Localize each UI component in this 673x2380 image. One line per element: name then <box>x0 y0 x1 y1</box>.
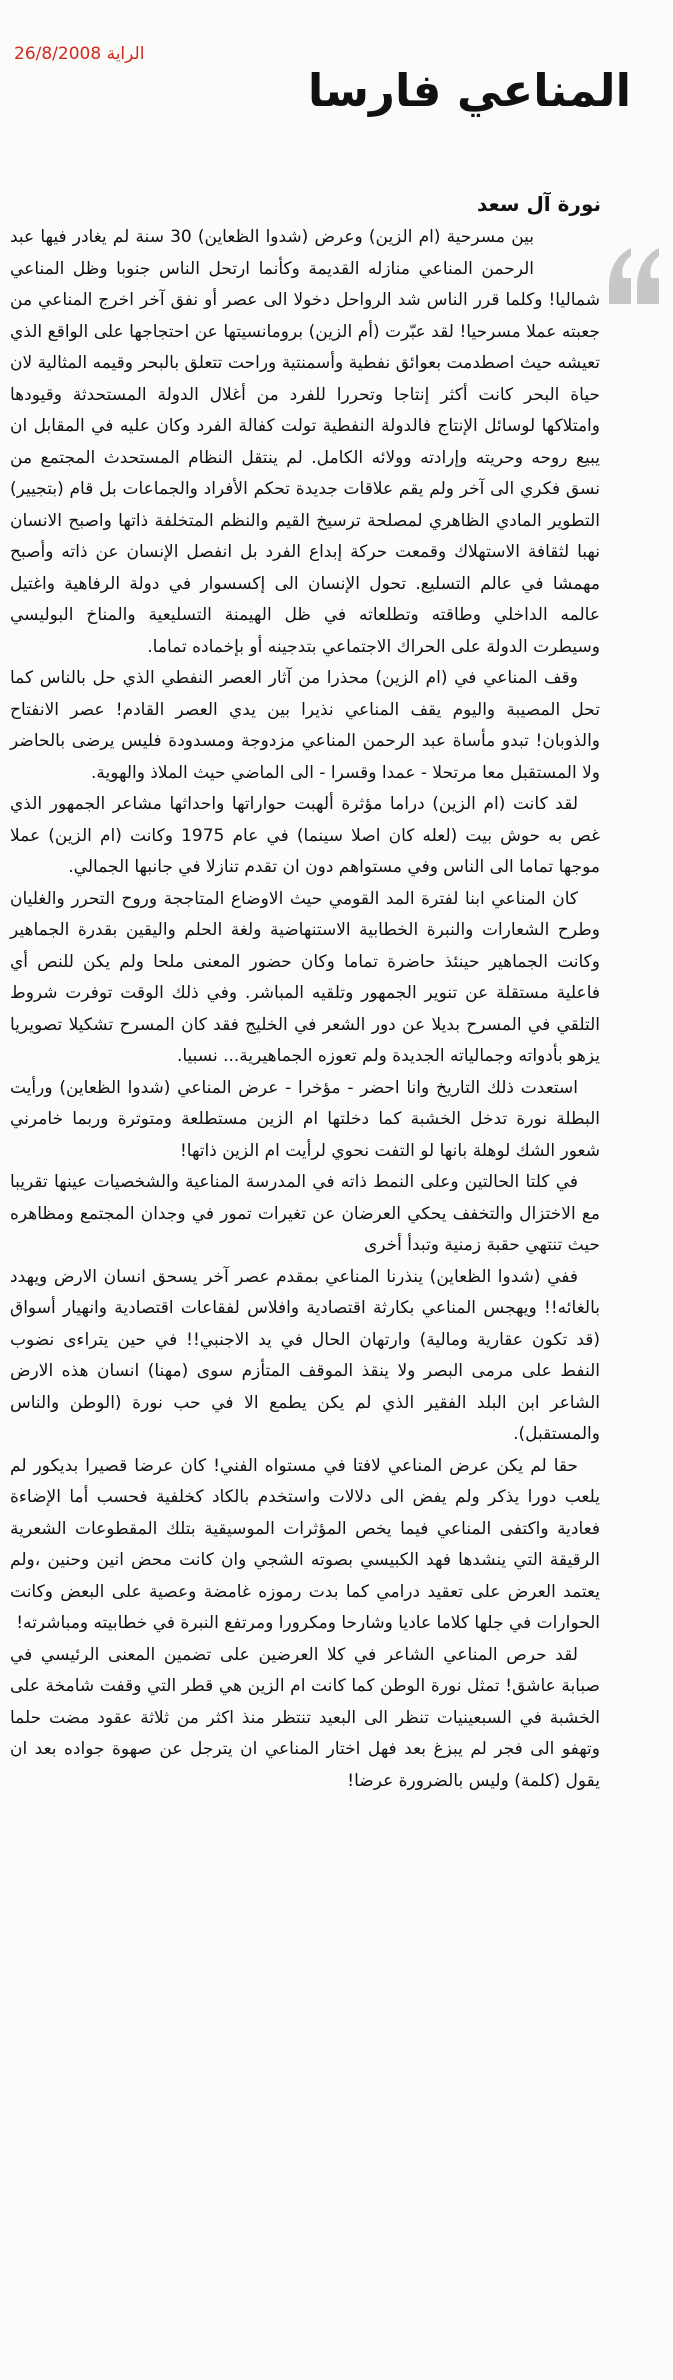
article-body <box>10 222 600 1797</box>
article-paragraph: كان المناعي ابنا لفترة المد القومي حيث الاوضاع المتاججة وروح التحرر والغليان وطرح الشعارات والنبرة الخطابية الاستنهاضية ولغة الحلم واليقين بقدرة الجماهير وكانت الجماهير حينئذ حاضرة تماما وكان حضور المعنى ملحا ولم يكن للنص أي فاعلية مستقلة عن تنوير الجمهور وتلقيه المباشر. وفي ذلك الوقت توفرت شروط التلقي في المسرح بديلا عن دور الشعر في الخليج فقد كان المسرح تشكيلا تصويريا يزهو بأدواته وجمالياته الجديدة ولم تعوزه الجماهيرية... نسبيا. <box>10 888 600 1066</box>
article-headline: المناعي فارسا <box>307 64 631 117</box>
source-dateline: الراية 26/8/2008 <box>14 44 145 64</box>
article-paragraph: وقف المناعي في (ام الزين) محذرا من آثار العصر النفطي الذي حل بالناس كما تحل المصيبة واليوم يقف المناعي نذيرا بين يدي العصر القادم! عصر الانفتاح والذوبان! تبدو مأساة عبد الرحمن المناعي مزدوجة ومسدودة فليس يرضى بالحاضر ولا المستقبل معا مرتحلا - عمدا وقسرا - الى الماضي حيث الملاذ والهوية. <box>10 668 600 783</box>
article-paragraph: ففي (شدوا الظعاين) ينذرنا المناعي بمقدم عصر آخر يسحق انسان الارض ويهدد بالغائه!! ويهجس المناعي بكارثة اقتصادية وافلاس لفقاعات اقتصادية وانهيار أسواق (قد تكون عقارية ومالية) وارتهان الحال في يد الاجنبي!! في حين يتراءى نضوب النفط على مرمى البصر ولا ينقذ الموقف المتأزم سوى (مهنا) انسان هذه الارض الشاعر ابن البلد الفقير الذي لم يكن يطمع الا في حب نورة (الوطن والناس والمستقبل). <box>10 1266 600 1444</box>
article-paragraph: بين مسرحية (ام الزين) وعرض (شدوا الظعاين) 30 سنة لم يغادر فيها عبد الرحمن المناعي منازله القديمة وكأنما ارتحل الناس جنوبا وظل المناعي شماليا! وكلما قرر الناس شد الرواحل دخولا الى عصر أو نفق آخر اخرج المناعي من جعبته عملا مسرحيا! لقد عبّرت (أم الزين) برومانسيتها عن احتجاجها على الواقع الذي تعيشه حيث اصطدمت بعوائق نفطية وأسمنتية وراحت تتعلق بالبحر وقيمه المثالية لان حياة البحر كانت أكثر إنتاجا وتحررا للفرد من أغلال الدولة المستحدثة وقيودها وامتلاكها لوسائل الإنتاج فالدولة النفطية تولت كفالة الفرد وكان عليه في المقابل ان يبيع روحه وحريته وإرادته وولائه الكامل. لم ينتقل النظام المستحدث المجتمع من نسق فكري الى آخر ولم يقم علاقات جديدة تحكم الأفراد والجماعات بل قام (بتجيير) التطوير المادي الظاهري لمصلحة ترسيخ القيم والنظم المتخلفة ذاتها واصبح الانسان نهبا لثقافة الاستهلاك وقمعت حركة إبداع الفرد بل انفصل الإنسان عن ذاته وأصبح مهمشا في عالم التسليع. تحول الإنسان الى إكسسوار في دولة الرفاهية واغتيل عالمه الداخلي وطاقته وتطلعاته في ظل الهيمنة التسليعية والمناخ البوليسي وسيطرت الدولة على الحراك الاجتماعي بتدجينه أو بإخماده تماما. <box>10 227 600 657</box>
article-paragraph: لقد حرص المناعي الشاعر في كلا العرضين على تضمين المعنى الرئيسي في صبابة عاشق! تمثل نورة الوطن كما كانت ام الزين هي قطر التي وقفت شامخة على الخشبة في السبعينيات تنظر الى البعيد تنتظر منذ اكثر من ثلاثة عقود مضت حلما وتهفو الى فجر لم يبزغ بعد فهل اختار المناعي ان يترجل عن صهوة جواده بعد ان يقول (كلمة) وليس بالضرورة عرضا! <box>10 1644 600 1791</box>
article-paragraph: في كلتا الحالتين وعلى النمط ذاته في المدرسة المناعية والشخصيات عينها تقريبا مع الاختزال والتخفف يحكي العرضان عن تغيرات تمور في وجدان المجتمع ومظاهره حيث تنتهي حقبة زمنية وتبدأ أخرى <box>10 1172 600 1255</box>
article-paragraph: حقا لم يكن عرض المناعي لافتا في مستواه الفني! كان عرضا قصيرا بديكور لم يلعب دورا يذكر ولم يفض الى دلالات واستخدم بالكاد كخلفية فحسب أما الإضاءة فعادية واكتفى المناعي فيما يخص المؤثرات الموسيقية بتلك المقطوعات الشعرية الرقيقة التي ينشدها فهد الكبيسي بصوته الشجي وان كانت محض انين وحنين ،ولم يعتمد العرض على تعقيد درامي كما بدت رموزه غامضة وعصية على البعض وكانت الحوارات في جلها كلاما عاديا وشارحا ومكرورا ومرتفع النبرة في خطابيته ومباشرته! <box>10 1455 600 1633</box>
author-byline: نورة آل سعد <box>476 192 601 216</box>
opening-quote-mark-icon <box>601 218 661 328</box>
article-paragraph: لقد كانت (ام الزين) دراما مؤثرة ألهبت حواراتها واحداثها مشاعر الجمهور الذي غص به حوش بيت (لعله كان اصلا سينما) في عام 1975 وكانت (ام الزين) عملا موجها تماما الى الناس وفي مستواهم دون ان تقدم تنازلا في جانبها الجمالي. <box>10 794 600 877</box>
article-paragraph: استعدت ذلك التاريخ وانا احضر - مؤخرا - عرض المناعي (شدوا الظعاين) ورأيت البطلة نورة تدخل الخشبة كما دخلتها ام الزين مستطلعة ومتوترة وربما خامرني شعور الشك لوهلة بانها لو التفت نحوي لرأيت ام الزين ذاتها! <box>10 1077 600 1161</box>
